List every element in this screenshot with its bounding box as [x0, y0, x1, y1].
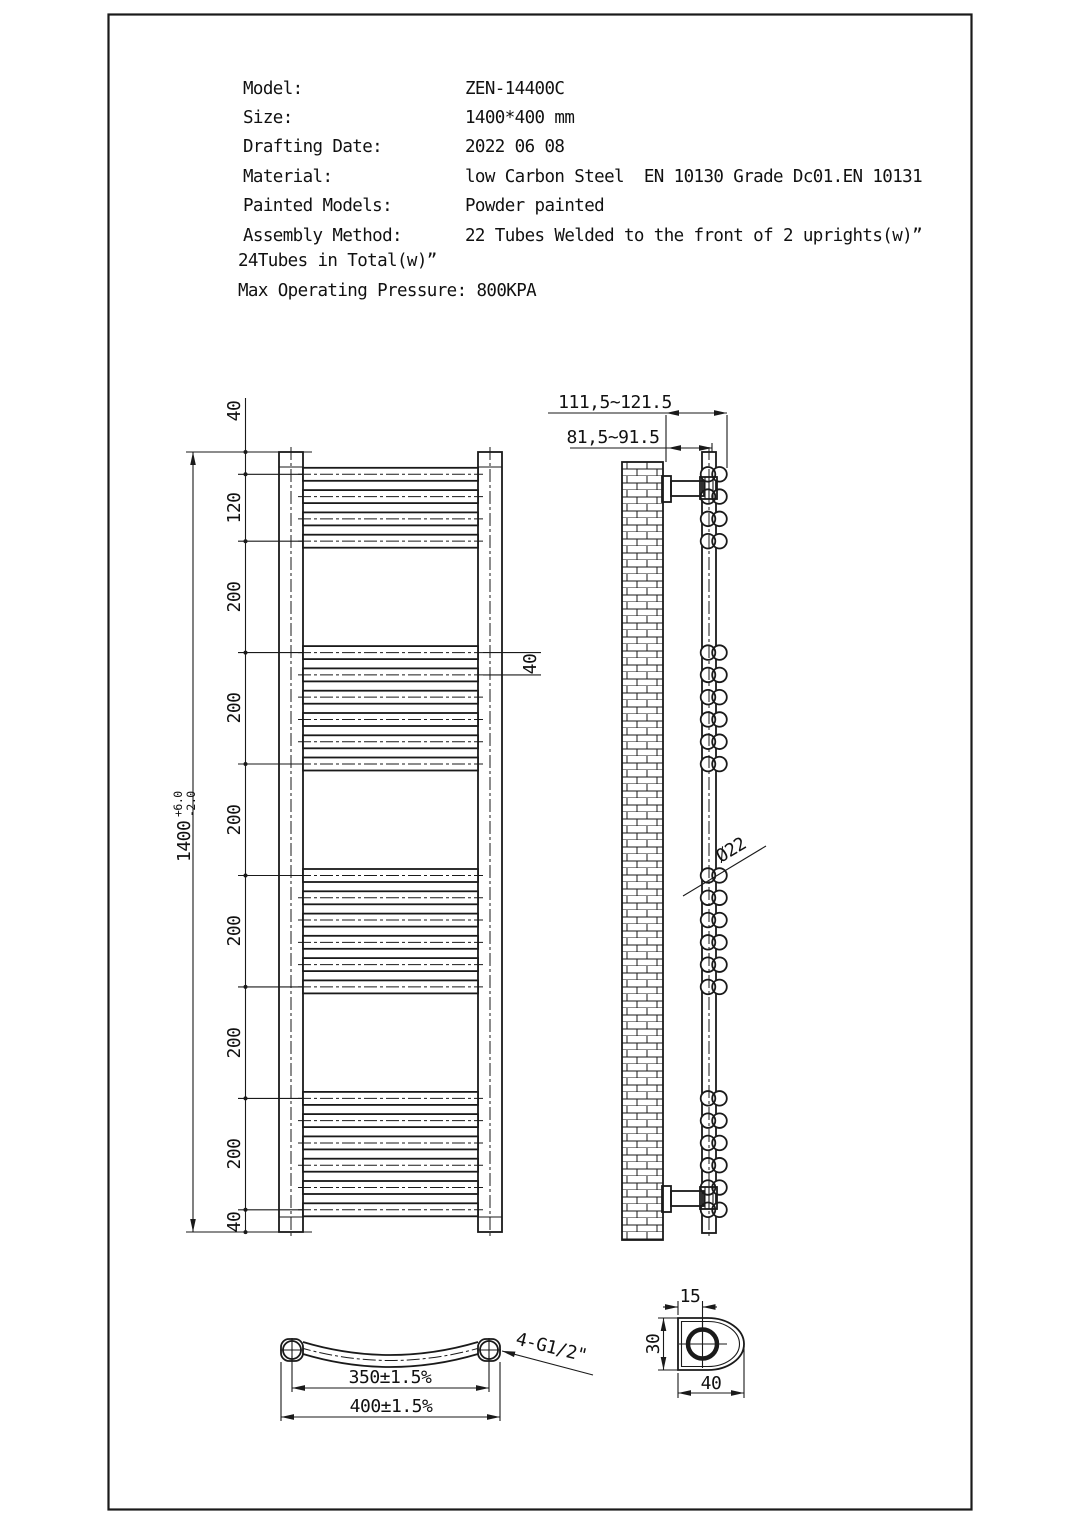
- side-view: [548, 392, 766, 1240]
- svg-text:200: 200: [224, 804, 245, 836]
- dim-text-1400: [171, 791, 198, 862]
- front-tubes: [298, 468, 483, 1217]
- wall-bracket-top: [662, 476, 717, 502]
- svg-text:200: 200: [224, 1027, 245, 1059]
- spec-block: [238, 79, 922, 301]
- dim-text-350: 350±1.5%: [348, 1367, 432, 1388]
- svg-text:200: 200: [224, 581, 245, 613]
- wall-section: [622, 462, 663, 1240]
- spec-value: Powder painted: [465, 196, 605, 216]
- svg-text:120: 120: [224, 492, 245, 524]
- svg-text:1400: 1400: [174, 820, 195, 862]
- spec-value: ZEN-14400C: [465, 79, 565, 99]
- spec-pressure-line: Max Operating Pressure: 800KPA: [238, 281, 537, 301]
- spec-label: Size:: [243, 108, 293, 128]
- dim-text-diameter: Ø22: [712, 833, 750, 868]
- spec-total-line: 24Tubes in Total(w)”: [238, 251, 437, 271]
- dim-text-15: 15: [679, 1286, 701, 1307]
- spec-value: 1400*400 mm: [465, 108, 575, 128]
- dim-text-tube-spacing: 40: [520, 653, 541, 675]
- svg-text:200: 200: [224, 692, 245, 724]
- bracket-arm: [671, 1191, 704, 1206]
- spec-label: Assembly Method:: [243, 226, 402, 246]
- dim-text-40: 40: [700, 1373, 722, 1394]
- thread-label: 4-G1/2": [513, 1328, 589, 1367]
- curved-tube-centerline: [298, 1347, 483, 1361]
- spec-label: Model:: [243, 79, 303, 99]
- chain-dim-labels: [224, 401, 245, 1233]
- dim-text-81: 81,5~91.5: [566, 427, 660, 448]
- fitting-crosshairs: [280, 1338, 501, 1362]
- svg-text:40: 40: [224, 400, 245, 422]
- curved-tube-top-edge: [303, 1342, 478, 1355]
- bracket-arm: [671, 481, 704, 496]
- bottom-view: [280, 1329, 593, 1421]
- svg-text:+6.0: +6.0: [171, 791, 185, 817]
- dim-text-111: 111,5~121.5: [558, 392, 672, 413]
- svg-text:200: 200: [224, 915, 245, 947]
- spec-label: Drafting Date:: [243, 137, 383, 157]
- dim-text-30: 30: [643, 1333, 664, 1355]
- spec-label: Material:: [243, 167, 333, 187]
- svg-text:-2.0: -2.0: [184, 791, 198, 817]
- chain-tick-dot: [244, 450, 248, 454]
- spec-label: Painted Models:: [243, 196, 393, 216]
- spec-value: 2022 06 08: [465, 137, 565, 157]
- spec-value: low Carbon Steel EN 10130 Grade Dc01.EN 10131: [465, 167, 923, 187]
- wall-bracket-bottom: [662, 1186, 717, 1212]
- svg-text:40: 40: [224, 1211, 245, 1233]
- detail-view: [643, 1286, 744, 1398]
- dim-text-400: 400±1.5%: [349, 1396, 433, 1417]
- front-view: [171, 398, 541, 1237]
- svg-text:200: 200: [224, 1138, 245, 1170]
- spec-value: 22 Tubes Welded to the front of 2 uprights(w)”: [465, 226, 923, 246]
